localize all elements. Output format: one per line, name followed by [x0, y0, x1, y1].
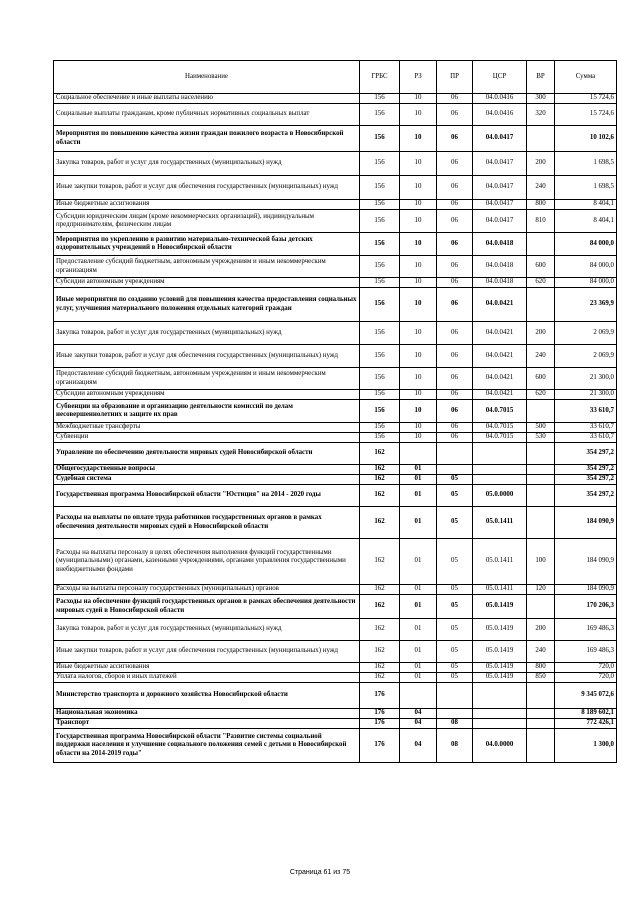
row-csr: 05.0.1419: [473, 619, 527, 641]
row-vr: [527, 443, 555, 465]
row-pr: 06: [437, 126, 473, 152]
row-vr: [527, 126, 555, 152]
table-row: [54, 539, 617, 585]
table-row: [54, 663, 617, 673]
row-vr: [527, 683, 555, 709]
row-grbs: 156: [360, 400, 400, 423]
row-sum: 8 404,1: [555, 200, 617, 210]
row-vr: 620: [527, 390, 555, 400]
table-row: [54, 210, 617, 233]
row-pr: 06: [437, 322, 473, 345]
row-rz: 10: [400, 176, 437, 200]
row-name: Мероприятия по укреплению в развитию материально-технической базы детских оздоровительных учреждений в Новосибирской области: [54, 233, 360, 256]
row-grbs: 156: [360, 345, 400, 368]
row-pr: 06: [437, 345, 473, 368]
row-csr: [473, 683, 527, 709]
table-row: [54, 256, 617, 278]
row-rz: 01: [400, 673, 437, 683]
row-name: Общегосударственные вопросы: [54, 465, 360, 475]
row-grbs: 156: [360, 256, 400, 278]
row-sum: 354 297,2: [555, 475, 617, 485]
row-rz: 01: [400, 585, 437, 595]
row-name: Расходы на обеспечение функций государственных органов в рамках обеспечения деятельности мировых судей в Новосибирской области: [54, 595, 360, 619]
row-csr: 04.0.0421: [473, 345, 527, 368]
table-row: [54, 619, 617, 641]
row-grbs: 162: [360, 475, 400, 485]
table-row: [54, 176, 617, 200]
row-sum: 8 189 602,1: [555, 709, 617, 719]
row-name: Государственная программа Новосибирской области "Развитие системы социальной поддержки населения и улучшение социального положения семей с детьми в Новосибирской области на 2014-2019 годы": [54, 729, 360, 763]
row-pr: 06: [437, 200, 473, 210]
row-csr: 04.0.0421: [473, 368, 527, 390]
header-grbs: ГРБС: [360, 61, 400, 94]
page-number: Страница 61 из 75: [289, 869, 351, 876]
row-rz: 01: [400, 663, 437, 673]
row-name: Иные бюджетные ассигнования: [54, 663, 360, 673]
row-rz: 04: [400, 709, 437, 719]
row-csr: 04.0.0421: [473, 390, 527, 400]
header-row: [54, 61, 617, 94]
table-row: [54, 729, 617, 763]
header-csr: ЦСР: [473, 61, 527, 94]
row-pr: 06: [437, 433, 473, 443]
row-pr: [437, 465, 473, 475]
row-rz: 01: [400, 539, 437, 585]
row-pr: 06: [437, 423, 473, 433]
row-rz: 10: [400, 345, 437, 368]
row-grbs: 156: [360, 278, 400, 288]
row-rz: 10: [400, 368, 437, 390]
table-row: [54, 683, 617, 709]
row-pr: [437, 709, 473, 719]
table-row: [54, 595, 617, 619]
row-vr: [527, 595, 555, 619]
table-row: [54, 126, 617, 152]
row-sum: 354 297,2: [555, 485, 617, 507]
row-vr: 800: [527, 663, 555, 673]
row-name: Предоставление субсидий бюджетным, автономным учреждениям и иным некоммерческим организациям: [54, 368, 360, 390]
row-sum: 169 486,3: [555, 641, 617, 663]
row-vr: 240: [527, 345, 555, 368]
row-csr: [473, 475, 527, 485]
row-grbs: 156: [360, 126, 400, 152]
row-vr: 200: [527, 322, 555, 345]
row-name: Расходы на выплаты по оплате труда работников государственных органов в рамках обеспечения деятельности мировых судей в Новосибирской области: [54, 507, 360, 539]
row-csr: [473, 709, 527, 719]
row-vr: 810: [527, 210, 555, 233]
row-rz: 10: [400, 126, 437, 152]
row-sum: 84 000,0: [555, 256, 617, 278]
row-pr: 06: [437, 176, 473, 200]
row-pr: 06: [437, 390, 473, 400]
row-sum: 354 297,2: [555, 443, 617, 465]
row-sum: 1 300,0: [555, 729, 617, 763]
row-grbs: 156: [360, 152, 400, 176]
table-row: [54, 485, 617, 507]
row-csr: 04.0.0416: [473, 104, 527, 126]
row-sum: 1 698,5: [555, 176, 617, 200]
row-grbs: 156: [360, 322, 400, 345]
table-row: [54, 104, 617, 126]
row-vr: 620: [527, 278, 555, 288]
row-grbs: 162: [360, 465, 400, 475]
row-rz: 01: [400, 619, 437, 641]
row-csr: 05.0.1419: [473, 663, 527, 673]
row-csr: 04.0.0000: [473, 729, 527, 763]
row-rz: [400, 443, 437, 465]
row-name: Предоставление субсидий бюджетным, автономным учреждениям и иным некоммерческим организациям: [54, 256, 360, 278]
row-rz: 10: [400, 423, 437, 433]
row-grbs: 162: [360, 673, 400, 683]
row-vr: [527, 729, 555, 763]
row-grbs: 156: [360, 233, 400, 256]
table-row: [54, 719, 617, 729]
row-csr: [473, 443, 527, 465]
row-csr: 05.0.1411: [473, 507, 527, 539]
row-name: Закупка товаров, работ и услуг для государственных (муниципальных) нужд: [54, 619, 360, 641]
row-vr: 800: [527, 200, 555, 210]
header-name: Наименование: [54, 61, 360, 94]
row-vr: 240: [527, 176, 555, 200]
row-grbs: 176: [360, 709, 400, 719]
row-rz: 10: [400, 288, 437, 322]
row-rz: 10: [400, 322, 437, 345]
header-vr: ВР: [527, 61, 555, 94]
table-row: [54, 433, 617, 443]
row-csr: 04.0.0421: [473, 322, 527, 345]
row-name: Расходы на выплаты персоналу государственных (муниципальных) органов: [54, 585, 360, 595]
row-grbs: 156: [360, 210, 400, 233]
row-sum: 184 090,9: [555, 585, 617, 595]
row-grbs: 162: [360, 443, 400, 465]
row-vr: [527, 485, 555, 507]
row-grbs: 156: [360, 200, 400, 210]
row-name: Расходы на выплаты персоналу в целях обеспечения выполнения функций государственными (муниципальными) органами, казенными учреждениями, органами управления государственными внебюджетными фондами: [54, 539, 360, 585]
row-sum: 184 090,9: [555, 539, 617, 585]
row-vr: [527, 465, 555, 475]
row-grbs: 162: [360, 663, 400, 673]
row-csr: 04.0.0417: [473, 200, 527, 210]
row-grbs: 156: [360, 104, 400, 126]
row-pr: 06: [437, 233, 473, 256]
row-name: Социальные выплаты гражданам, кроме публичных нормативных социальных выплат: [54, 104, 360, 126]
row-sum: 2 069,9: [555, 345, 617, 368]
row-pr: 06: [437, 210, 473, 233]
row-grbs: 156: [360, 433, 400, 443]
row-grbs: 162: [360, 585, 400, 595]
row-csr: 04.0.7015: [473, 400, 527, 423]
table-row: [54, 400, 617, 423]
table-row: [54, 507, 617, 539]
table-row: [54, 94, 617, 104]
table-row: [54, 585, 617, 595]
row-csr: 04.0.0417: [473, 176, 527, 200]
row-pr: 06: [437, 400, 473, 423]
row-vr: 320: [527, 104, 555, 126]
row-name: Субвенции на образование и организацию деятельности комиссий по делам несовершеннолетних и защите их прав: [54, 400, 360, 423]
table-row: [54, 423, 617, 433]
row-vr: 500: [527, 423, 555, 433]
row-pr: 05: [437, 507, 473, 539]
row-csr: 05.0.1411: [473, 585, 527, 595]
row-grbs: 162: [360, 619, 400, 641]
row-csr: 04.0.0417: [473, 126, 527, 152]
row-rz: 04: [400, 729, 437, 763]
table-row: [54, 641, 617, 663]
table-row: [54, 368, 617, 390]
row-sum: 15 724,6: [555, 104, 617, 126]
row-name: Судебная система: [54, 475, 360, 485]
row-name: Уплата налогов, сборов и иных платежей: [54, 673, 360, 683]
row-rz: 10: [400, 200, 437, 210]
row-name: Иные закупки товаров, работ и услуг для обеспечения государственных (муниципальных) нужд: [54, 641, 360, 663]
row-csr: 05.0.1419: [473, 641, 527, 663]
row-pr: 06: [437, 368, 473, 390]
row-rz: 01: [400, 595, 437, 619]
row-pr: [437, 443, 473, 465]
row-csr: 04.0.0418: [473, 278, 527, 288]
row-rz: 10: [400, 94, 437, 104]
row-sum: 8 404,1: [555, 210, 617, 233]
table-row: [54, 390, 617, 400]
row-rz: 01: [400, 475, 437, 485]
row-name: Субсидии автономным учреждениям: [54, 390, 360, 400]
row-sum: 1 698,5: [555, 152, 617, 176]
table-row: [54, 709, 617, 719]
row-pr: 08: [437, 729, 473, 763]
row-rz: 01: [400, 641, 437, 663]
row-rz: [400, 683, 437, 709]
row-sum: 772 426,1: [555, 719, 617, 729]
row-rz: 10: [400, 210, 437, 233]
row-vr: 100: [527, 539, 555, 585]
row-name: Национальная экономика: [54, 709, 360, 719]
row-rz: 10: [400, 433, 437, 443]
row-pr: 06: [437, 278, 473, 288]
row-vr: 200: [527, 619, 555, 641]
row-name: Закупка товаров, работ и услуг для государственных (муниципальных) нужд: [54, 152, 360, 176]
row-grbs: 156: [360, 390, 400, 400]
row-name: Иные мероприятия по созданию условий для повышения качества предоставления социальных услуг, улучшения материального положения отдельных категорий граждан: [54, 288, 360, 322]
row-rz: 10: [400, 104, 437, 126]
row-pr: 06: [437, 152, 473, 176]
row-grbs: 176: [360, 719, 400, 729]
row-vr: 200: [527, 152, 555, 176]
row-pr: 08: [437, 719, 473, 729]
row-csr: 05.0.1411: [473, 539, 527, 585]
row-name: Министерство транспорта и дорожного хозяйства Новосибирской области: [54, 683, 360, 709]
row-csr: 04.0.0418: [473, 256, 527, 278]
row-pr: 05: [437, 595, 473, 619]
row-pr: [437, 683, 473, 709]
row-rz: 10: [400, 256, 437, 278]
row-pr: 05: [437, 641, 473, 663]
row-rz: 10: [400, 278, 437, 288]
row-csr: [473, 719, 527, 729]
row-rz: 10: [400, 152, 437, 176]
row-grbs: 162: [360, 485, 400, 507]
table-row: [54, 288, 617, 322]
row-grbs: 156: [360, 94, 400, 104]
row-csr: 04.0.0418: [473, 233, 527, 256]
row-vr: [527, 719, 555, 729]
row-pr: 06: [437, 256, 473, 278]
row-vr: 300: [527, 94, 555, 104]
row-grbs: 176: [360, 729, 400, 763]
row-rz: 10: [400, 233, 437, 256]
row-pr: 05: [437, 619, 473, 641]
row-sum: 2 069,9: [555, 322, 617, 345]
row-csr: 04.0.7015: [473, 433, 527, 443]
row-vr: 530: [527, 433, 555, 443]
row-name: Государственная программа Новосибирской области "Юстиция" на 2014 - 2020 годы: [54, 485, 360, 507]
row-pr: 05: [437, 485, 473, 507]
row-vr: [527, 507, 555, 539]
row-name: Закупка товаров, работ и услуг для государственных (муниципальных) нужд: [54, 322, 360, 345]
row-name: Субсидии автономным учреждениям: [54, 278, 360, 288]
row-rz: 04: [400, 719, 437, 729]
row-name: Иные бюджетные ассигнования: [54, 200, 360, 210]
row-sum: 33 610,7: [555, 433, 617, 443]
row-sum: 184 090,9: [555, 507, 617, 539]
row-vr: 600: [527, 256, 555, 278]
table-row: [54, 322, 617, 345]
table-row: [54, 465, 617, 475]
table-row: [54, 475, 617, 485]
header-pr: ПР: [437, 61, 473, 94]
row-vr: [527, 288, 555, 322]
row-grbs: 156: [360, 176, 400, 200]
table-row: [54, 345, 617, 368]
row-name: Межбюджетные трансферты: [54, 423, 360, 433]
row-csr: 04.0.0416: [473, 94, 527, 104]
row-vr: 120: [527, 585, 555, 595]
row-sum: 169 486,3: [555, 619, 617, 641]
row-pr: 06: [437, 288, 473, 322]
table-row: [54, 278, 617, 288]
row-sum: 84 000,0: [555, 233, 617, 256]
row-pr: 06: [437, 94, 473, 104]
row-pr: 05: [437, 585, 473, 595]
row-sum: 10 102,6: [555, 126, 617, 152]
row-csr: 04.0.0421: [473, 288, 527, 322]
row-csr: 04.0.7015: [473, 423, 527, 433]
table-row: [54, 152, 617, 176]
row-csr: [473, 465, 527, 475]
row-vr: [527, 400, 555, 423]
row-name: Иные закупки товаров, работ и услуг для обеспечения государственных (муниципальных) нужд: [54, 345, 360, 368]
row-sum: 21 300,0: [555, 368, 617, 390]
row-csr: 05.0.0000: [473, 485, 527, 507]
row-grbs: 156: [360, 288, 400, 322]
budget-table: [53, 60, 617, 763]
row-grbs: 176: [360, 683, 400, 709]
row-vr: 240: [527, 641, 555, 663]
row-vr: [527, 709, 555, 719]
table-row: [54, 233, 617, 256]
table-row: [54, 443, 617, 465]
row-name: Мероприятия по повышению качества жизни граждан пожилого возраста в Новосибирской области: [54, 126, 360, 152]
row-sum: 354 297,2: [555, 465, 617, 475]
row-rz: 01: [400, 465, 437, 475]
row-sum: 33 610,7: [555, 423, 617, 433]
row-rz: 01: [400, 507, 437, 539]
row-pr: 05: [437, 539, 473, 585]
row-pr: 05: [437, 673, 473, 683]
table-row: [54, 673, 617, 683]
row-rz: 01: [400, 485, 437, 507]
row-sum: 84 000,0: [555, 278, 617, 288]
row-vr: [527, 233, 555, 256]
row-name: Транспорт: [54, 719, 360, 729]
row-sum: 33 610,7: [555, 400, 617, 423]
row-csr: 05.0.1419: [473, 673, 527, 683]
row-pr: 06: [437, 104, 473, 126]
row-grbs: 156: [360, 368, 400, 390]
row-name: Социальное обеспечение и иные выплаты населению: [54, 94, 360, 104]
row-csr: 04.0.0417: [473, 152, 527, 176]
row-vr: 600: [527, 368, 555, 390]
row-grbs: 162: [360, 641, 400, 663]
row-name: Субвенции: [54, 433, 360, 443]
row-rz: 10: [400, 390, 437, 400]
row-sum: 15 724,6: [555, 94, 617, 104]
row-name: Управление по обеспечению деятельности мировых судей Новосибирской области: [54, 443, 360, 465]
row-csr: 04.0.0417: [473, 210, 527, 233]
row-sum: 720,0: [555, 663, 617, 673]
row-grbs: 156: [360, 423, 400, 433]
table-row: [54, 200, 617, 210]
row-sum: 23 369,9: [555, 288, 617, 322]
row-csr: 05.0.1419: [473, 595, 527, 619]
header-sum: Сумма: [555, 61, 617, 94]
row-sum: 720,0: [555, 673, 617, 683]
row-grbs: 162: [360, 595, 400, 619]
row-name: Субсидии юридическим лицам (кроме некоммерческих организаций), индивидуальным предпринимателям, физическим лицам: [54, 210, 360, 233]
row-sum: 170 206,3: [555, 595, 617, 619]
row-vr: [527, 475, 555, 485]
header-rz: РЗ: [400, 61, 437, 94]
row-name: Иные закупки товаров, работ и услуг для обеспечения государственных (муниципальных) нужд: [54, 176, 360, 200]
row-pr: 05: [437, 475, 473, 485]
row-sum: 21 300,0: [555, 390, 617, 400]
row-pr: 05: [437, 663, 473, 673]
row-grbs: 162: [360, 507, 400, 539]
row-rz: 10: [400, 400, 437, 423]
row-grbs: 162: [360, 539, 400, 585]
row-vr: 850: [527, 673, 555, 683]
row-sum: 9 345 072,6: [555, 683, 617, 709]
